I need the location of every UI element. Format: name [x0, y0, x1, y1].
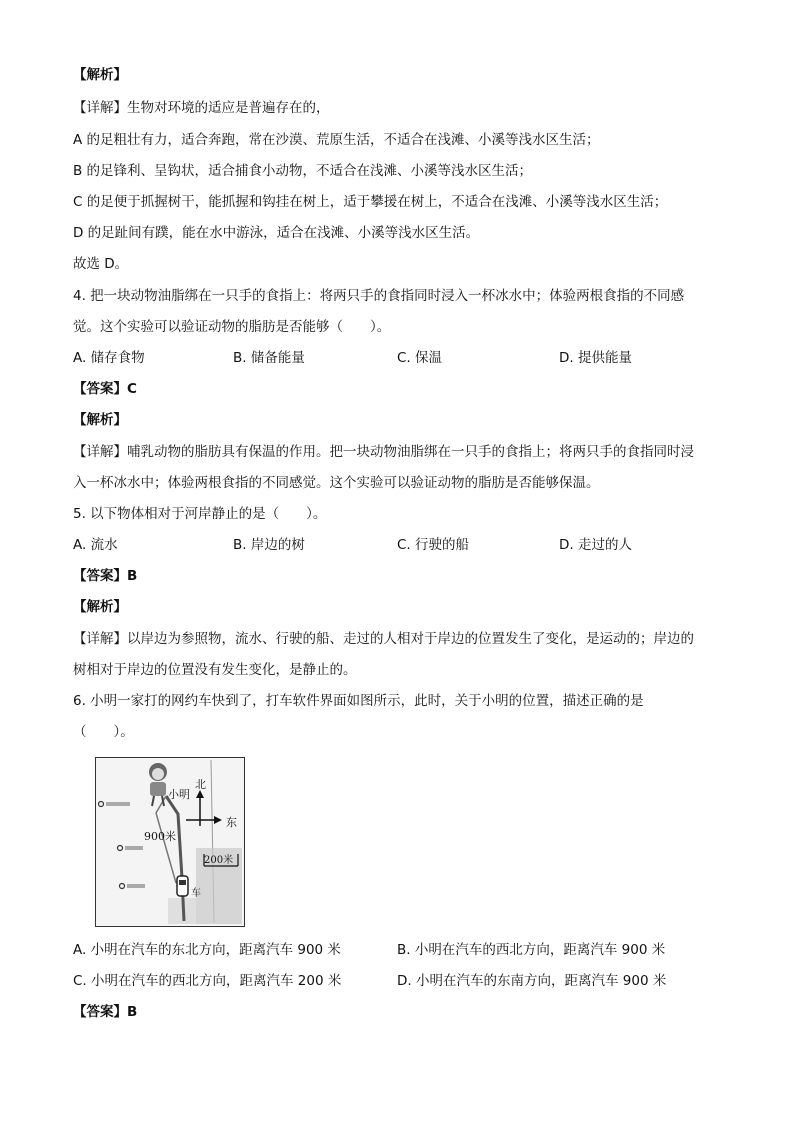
car-label: 车 [191, 888, 201, 899]
q4-option-a: A. 储存食物 [73, 350, 145, 366]
detail-option-b: B 的足锋利、呈钩状，适合捕食小动物，不适合在浅滩、小溪等浅水区生活； [73, 163, 533, 179]
q5-analysis-label: 【解析】 [73, 599, 127, 615]
conclusion-text: 故选 D。 [73, 256, 129, 272]
detail-option-d: D 的足趾间有蹼，能在水中游泳，适合在浅滩、小溪等浅水区生活。 [73, 225, 480, 241]
question-4-stem-line-1: 4. 把一块动物油脂绑在一只手的食指上：将两只手的食指同时浸入一杯冰水中；体验两根食指的不同感 [73, 288, 685, 304]
q4-detail-line-2: 入一杯冰水中；体验两根食指的不同感觉。这个实验可以验证动物的脂肪是否能够保温。 [73, 475, 600, 491]
q6-option-b: B. 小明在汽车的西北方向，距离汽车 900 米 [397, 942, 666, 958]
detail-text: 【详解】生物对环境的适应是普遍存在的， [73, 100, 330, 116]
ride-app-map-figure [95, 757, 245, 927]
q4-answer: 【答案】C [73, 381, 137, 397]
q5-option-d: D. 走过的人 [559, 537, 632, 553]
q4-analysis-label: 【解析】 [73, 412, 127, 428]
q4-option-d: D. 提供能量 [559, 350, 632, 366]
q6-option-d: D. 小明在汽车的东南方向，距离汽车 900 米 [397, 973, 667, 989]
analysis-label: 【解析】 [73, 67, 127, 83]
q5-answer: 【答案】B [73, 568, 138, 584]
q5-option-c: C. 行驶的船 [397, 537, 470, 553]
q6-option-a: A. 小明在汽车的东北方向，距离汽车 900 米 [73, 942, 341, 958]
map-pin-icon [120, 884, 125, 889]
question-6-stem-line-1: 6. 小明一家打的网约车快到了，打车软件界面如图所示，此时，关于小明的位置，描述正确的是 [73, 693, 644, 709]
q4-option-c: C. 保温 [397, 350, 443, 366]
distance-label: 900米 [144, 830, 176, 843]
q4-detail-line-1: 【详解】哺乳动物的脂肪具有保温的作用。把一块动物油脂绑在一只手的食指上；将两只手的食指同时浸 [73, 444, 694, 460]
question-4-stem-line-2: 觉。这个实验可以验证动物的脂肪是否能够（ ）。 [73, 319, 391, 335]
map-pin-icon [99, 802, 104, 807]
compass-arrows [186, 790, 222, 826]
q5-option-b: B. 岸边的树 [233, 537, 305, 553]
q4-option-b: B. 储备能量 [233, 350, 305, 366]
east-label: 东 [226, 816, 237, 829]
map-pin-icon [118, 846, 123, 851]
q6-answer: 【答案】B [73, 1004, 138, 1020]
detail-option-c: C 的足便于抓握树干，能抓握和钩挂在树上，适于攀援在树上，不适合在浅滩、小溪等浅水区生活； [73, 194, 668, 210]
person-label: 小明 [168, 788, 190, 801]
north-label: 北 [195, 778, 206, 791]
q5-detail-line-1: 【详解】以岸边为参照物，流水、行驶的船、走过的人相对于岸边的位置发生了变化，是运动的；岸边的 [73, 631, 694, 647]
scale-label: 200米 [204, 855, 234, 866]
question-6-stem-line-2: （ ）。 [73, 724, 134, 740]
question-5-stem: 5. 以下物体相对于河岸静止的是（ ）。 [73, 506, 327, 522]
detail-option-a: A 的足粗壮有力，适合奔跑，常在沙漠、荒原生活，不适合在浅滩、小溪等浅水区生活； [73, 132, 600, 148]
car-icon [177, 876, 188, 896]
q5-detail-line-2: 树相对于岸边的位置没有发生变化，是静止的。 [73, 662, 357, 678]
q5-option-a: A. 流水 [73, 537, 118, 553]
q6-option-c: C. 小明在汽车的西北方向，距离汽车 200 米 [73, 973, 342, 989]
